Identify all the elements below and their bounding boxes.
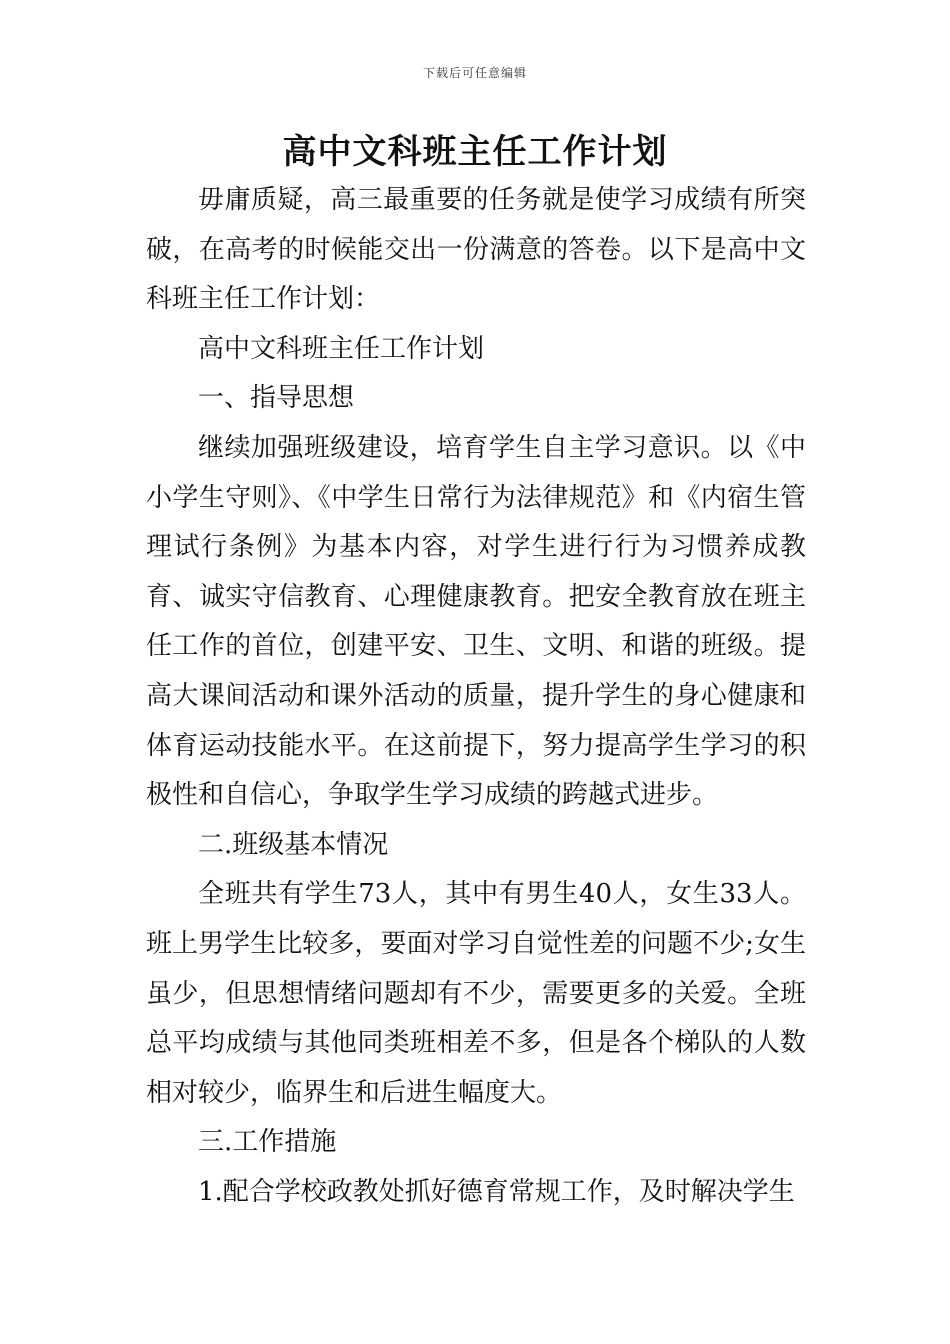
paragraph-measure-1: 1.配合学校政教处抓好德育常规工作，及时解决学生 xyxy=(198,1176,795,1207)
paragraph-class-situation: 全班共有学生73人，其中有男生40人，女生33人。班上男学生比较多，要面对学习自觉性差的问题不少;女生虽少，但思想情绪问题却有不少，需要更多的关爱。全班总平均成绩与其他同类班相差不多，但是各个梯队的人数相对较少，临界生和后进生幅度大。 xyxy=(146,879,806,1108)
section-heading-guiding-ideology: 一、指导思想 xyxy=(198,383,355,414)
paragraph-intro: 毋庸质疑，高三最重要的任务就是使学习成绩有所突破，在高考的时候能交出一份满意的答卷。以下是高中文科班主任工作计划： xyxy=(146,185,806,315)
section-heading-class-situation: 二.班级基本情况 xyxy=(198,829,389,860)
paragraph-guiding-ideology: 继续加强班级建设，培育学生自主学习意识。以《中小学生守则》、《中学生日常行为法律规范》和《内宿生管理试行条例》为基本内容，对学生进行行为习惯养成教育、诚实守信教育、心理健康教育。把安全教育放在班主任工作的首位，创建平安、卫生、文明、和谐的班级。提高大课间活动和课外活动的质量，提升学生的身心健康和体育运动技能水平。在这前提下，努力提高学生学习的积极性和自信心，争取学生学习成绩的跨越式进步。 xyxy=(146,432,806,811)
document-title: 高中文科班主任工作计划 xyxy=(282,132,668,172)
document-body xyxy=(146,176,806,1217)
paragraph-subtitle: 高中文科班主任工作计划 xyxy=(198,333,485,364)
header-note: 下载后可任意编辑 xyxy=(422,66,527,80)
section-heading-work-measures: 三.工作措施 xyxy=(198,1127,337,1158)
